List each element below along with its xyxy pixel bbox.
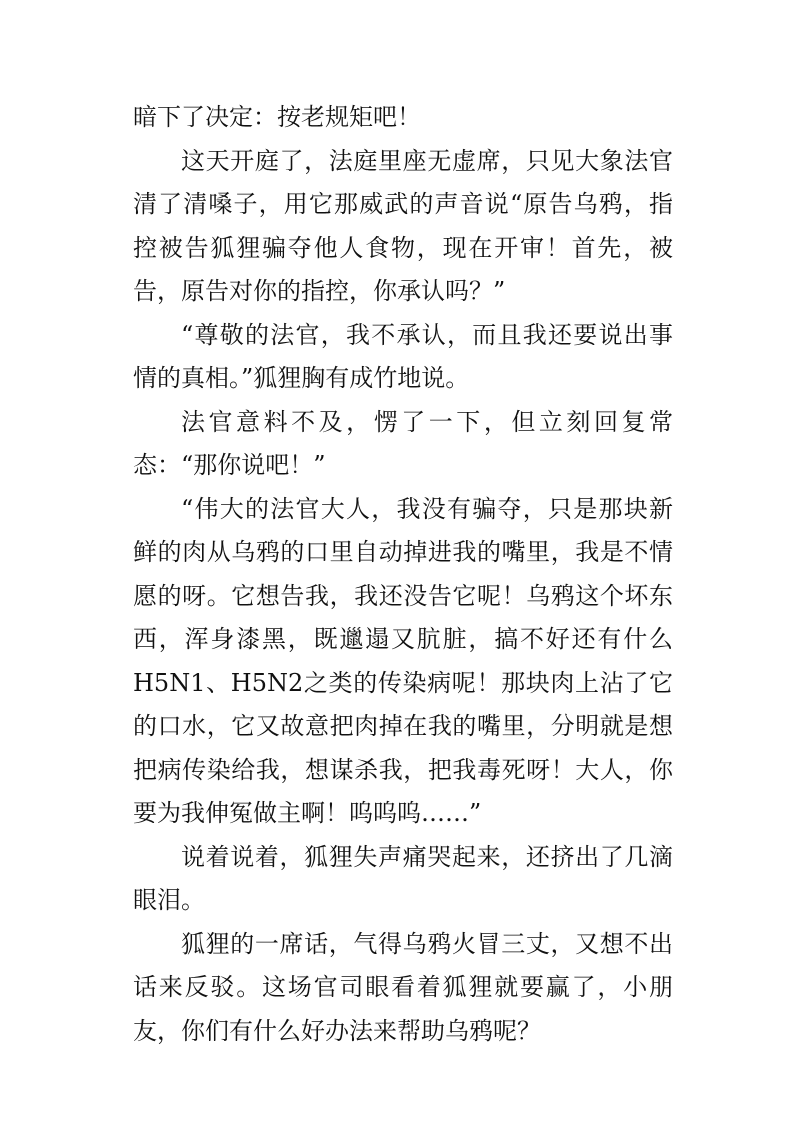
paragraph-3: “尊敬的法官，我不承认，而且我还要说出事情的真相。”狐狸胸有成竹地说。	[133, 320, 673, 392]
paragraph-2: 这天开庭了，法庭里座无虚席，只见大象法官清了清嗓子，用它那威武的声音说“原告乌鸦，指控被告狐狸骗夺他人食物，现在开审！首先，被告，原告对你的指控，你承认吗？”	[133, 146, 673, 305]
paragraph-4: 法官意料不及，愣了一下，但立刻回复常态：“那你说吧！”	[133, 407, 673, 479]
story-text	[133, 96, 673, 1053]
paragraph-6: 说着说着，狐狸失声痛哭起来，还挤出了几滴眼泪。	[133, 842, 673, 914]
paragraph-7: 狐狸的一席话，气得乌鸦火冒三丈，又想不出话来反驳。这场官司眼看着狐狸就要赢了，小朋友，你们有什么好办法来帮助乌鸦呢？	[133, 929, 673, 1045]
paragraph-5: “伟大的法官大人，我没有骗夺，只是那块新鲜的肉从乌鸦的口里自动掉进我的嘴里，我是不情愿的呀。它想告我，我还没告它呢！乌鸦这个坏东西，浑身漆黑，既邋遢又肮脏，搞不好还有什么H5N1、H5N2之类的传染病呢！那块肉上沾了它的口水，它又故意把肉掉在我的嘴里，分明就是想把病传染给我，想谋杀我，把我毒死呀！大人，你要为我伸冤做主啊！呜呜呜……”	[133, 494, 673, 827]
paragraph-1: 暗下了决定：按老规矩吧！	[133, 103, 421, 131]
